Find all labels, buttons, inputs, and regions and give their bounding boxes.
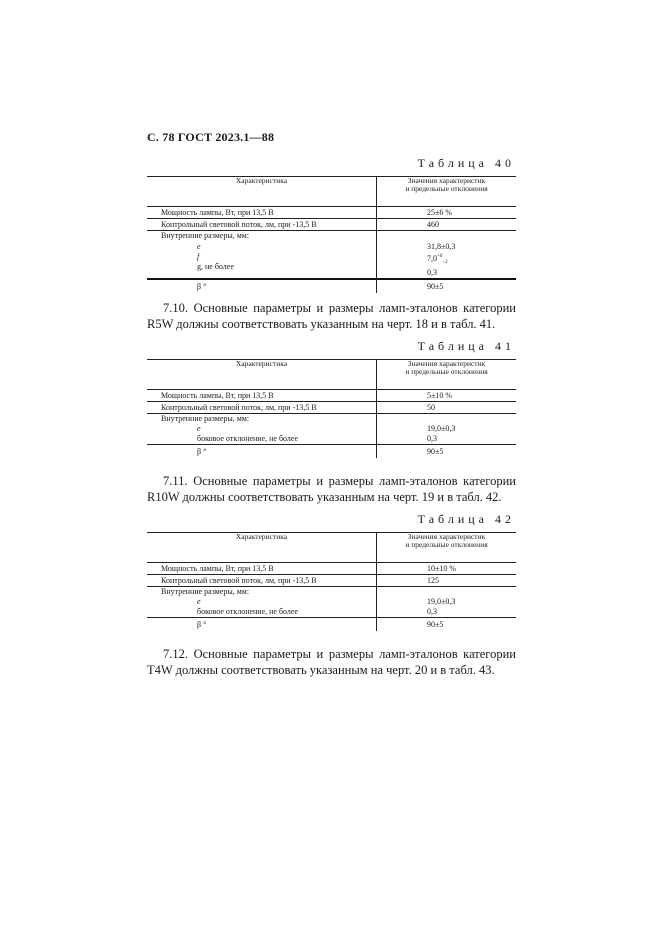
table-42-header-values: Значения характеристик и предельные отклонения xyxy=(377,533,517,563)
table-row: β ° 90±5 xyxy=(147,279,516,293)
table-row: β ° 90±5 xyxy=(147,445,516,459)
table-row: Мощность лампы, Вт, при 13,5 В 5±10 % xyxy=(147,390,516,402)
table-41-header-values: Значения характеристик и предельные отклонения xyxy=(377,360,517,390)
table-row: Внутренние размеры, мм: e боковое отклонение, не более 19,0±0,3 0,3 xyxy=(147,414,516,445)
table-42 xyxy=(147,532,516,631)
table-row: Мощность лампы, Вт, при 13,5 В 25±6 % xyxy=(147,207,516,219)
paragraph-7-11: 7.11. Основные параметры и размеры ламп-эталонов категории R10W должны соответствовать указанным на черт. 19 и в табл. 42. xyxy=(147,474,516,504)
table-40-caption: Таблица 40 xyxy=(417,156,515,170)
table-row: Контрольный световой поток, лм, при -13,5 В 125 xyxy=(147,575,516,587)
paragraph-7-12: 7.12. Основные параметры и размеры ламп-эталонов категории T4W должны соответствовать указанным на черт. 20 и в табл. 43. xyxy=(147,647,516,677)
table-40-header-values: Значения характеристик и предельные отклонения xyxy=(377,177,517,207)
table-row: Внутренние размеры, мм: e f g, не более 31,8±0,3 $7,0^{+0}_{-2}$ 0,3 xyxy=(147,231,516,280)
paragraph-7-10: 7.10. Основные параметры и размеры ламп-эталонов категории R5W должны соответствовать указанным на черт. 18 и в табл. 41. xyxy=(147,301,516,331)
table-42-header-characteristic: Характеристика xyxy=(147,533,377,563)
table-41 xyxy=(147,359,516,458)
table-40 xyxy=(147,176,516,293)
table-row: Контрольный световой поток, лм, при -13,5 В 460 xyxy=(147,219,516,231)
page-header: С. 78 ГОСТ 2023.1—88 xyxy=(147,130,275,144)
table-41-caption: Таблица 41 xyxy=(417,339,515,353)
table-row: Контрольный световой поток, лм, при -13,5 В 50 xyxy=(147,402,516,414)
table-41-header-characteristic: Характеристика xyxy=(147,360,377,390)
table-40-header-characteristic: Характеристика xyxy=(147,177,377,207)
table-42-caption: Таблица 42 xyxy=(417,512,515,526)
table-row: Внутренние размеры, мм: e боковое отклонение, не более 19,0±0,3 0,3 xyxy=(147,587,516,618)
table-row: β ° 90±5 xyxy=(147,618,516,632)
table-row: Мощность лампы, Вт, при 13,5 В 10±10 % xyxy=(147,563,516,575)
